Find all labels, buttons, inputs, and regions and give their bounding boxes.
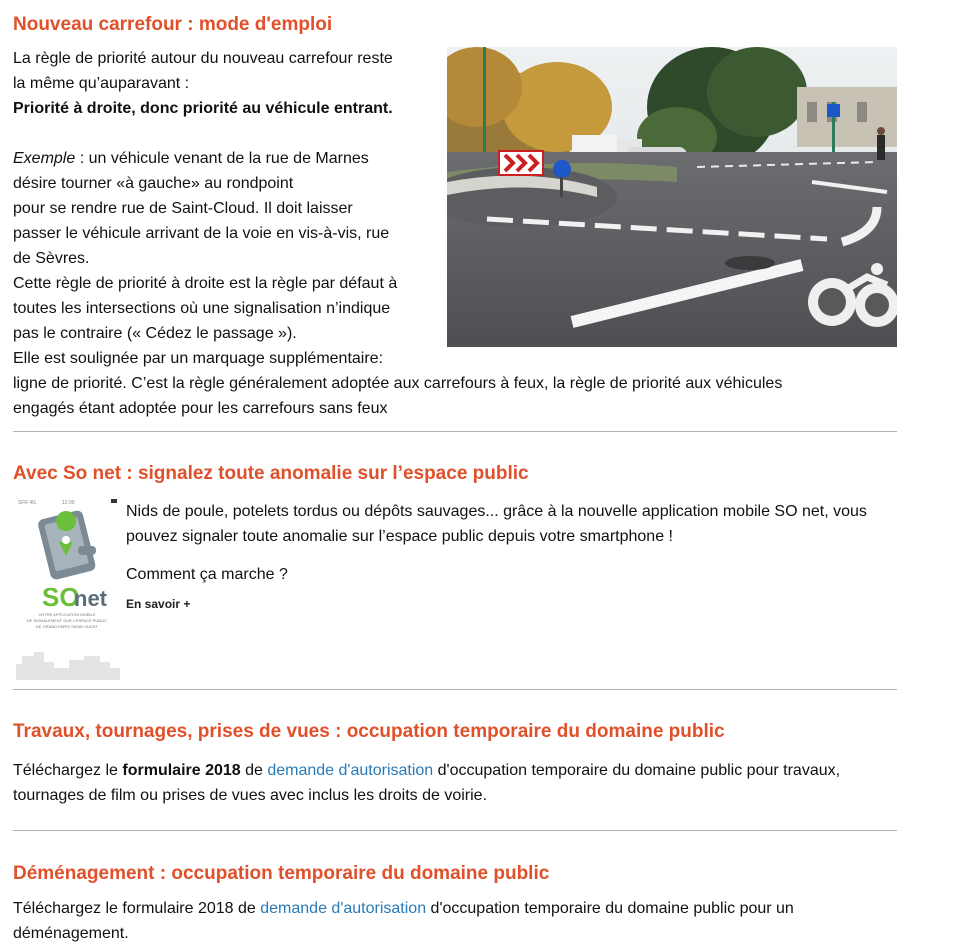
logo-so: SO — [42, 582, 80, 612]
example-text: : un véhicule venant de la rue de Marnes — [75, 150, 369, 167]
rule-line: pas le contraire (« Cédez le passage »). — [13, 325, 297, 342]
example-line: pour se rendre rue de Saint-Cloud. Il doit laisser — [13, 200, 353, 217]
sonet-app-image[interactable] — [14, 496, 120, 680]
paragraph-line: La règle de priorité autour du nouveau carrefour reste — [13, 50, 393, 67]
rule-line: engagés étant adoptée pour les carrefours sans feux — [13, 400, 388, 417]
example-label: Exemple — [13, 150, 76, 167]
example-line: passer le véhicule arrivant de la voie en vis-à-vis, rue — [13, 225, 390, 242]
rule-line: ligne de priorité. C’est la règle généralement adoptée aux carrefours à feux, la règle de priorité aux véhicules — [13, 375, 783, 392]
section-title-demenagement: Déménagement : occupation temporaire du domaine public — [13, 863, 550, 884]
example-line: désire tourner «à gauche» au rondpoint — [13, 175, 294, 192]
rule-line: Elle est soulignée par un marquage supplémentaire: — [13, 350, 384, 367]
text: d'occupation temporaire du domaine public pour travaux, tournages de film ou prises de vues avec inclus les droits de voirie. — [13, 762, 841, 804]
section-divider — [13, 689, 897, 690]
paragraph-line: la même qu’auparavant : — [13, 75, 190, 92]
logo-net: net — [74, 586, 107, 611]
section-body-demenagement — [13, 896, 897, 946]
section-body-travaux — [13, 758, 897, 808]
example-line: de Sèvres. — [13, 250, 90, 267]
section-divider — [13, 830, 897, 831]
formulaire-2018-bold: formulaire 2018 — [122, 762, 241, 779]
status-time: 12:00 — [62, 500, 75, 506]
so-net-description: Nids de poule, potelets tordus ou dépôts sauvages... grâce à la nouvelle application mobile SO net, vous pouvez signaler toute anomalie sur l’espace public depuis votre smartphone ! — [126, 503, 867, 545]
status-left: SFR 4G — [18, 500, 37, 506]
section-title-so-net: Avec So net : signalez toute anomalie sur l’espace public — [13, 463, 529, 484]
roundabout-photo-image — [447, 47, 897, 347]
text: Téléchargez le formulaire 2018 de — [13, 900, 261, 917]
section-title-nouveau-carrefour: Nouveau carrefour : mode d'emploi — [13, 14, 333, 35]
text: Téléchargez le — [13, 762, 123, 779]
demande-autorisation-link[interactable]: demande d'autorisation — [267, 762, 434, 779]
example-line — [13, 146, 447, 171]
text: de — [240, 762, 268, 779]
rule-line: toutes les intersections où une signalisation n’indique — [13, 300, 391, 317]
section-divider — [13, 431, 897, 432]
sonet-app-graphic — [14, 496, 120, 680]
logo-tagline-1: VOTRE APPLICATION MOBILE — [38, 612, 96, 617]
roundabout-photo — [447, 47, 897, 347]
section-title-travaux: Travaux, tournages, prises de vues : occupation temporaire du domaine public — [13, 721, 725, 742]
section-body-so-net — [126, 499, 896, 611]
priority-rule-bold: Priorité à droite, donc priorité au véhicule entrant. — [13, 100, 393, 117]
demande-autorisation-link[interactable]: demande d'autorisation — [260, 900, 427, 917]
rule-line: Cette règle de priorité à droite est la règle par défaut à — [13, 275, 398, 292]
en-savoir-plus-link[interactable]: En savoir + — [126, 597, 191, 611]
so-net-how-it-works: Comment ça marche ? — [126, 566, 288, 583]
text: d'occupation temporaire du domaine public pour un déménagement. — [13, 900, 794, 942]
logo-tagline-3: DE GRAND PARIS SEINE OUEST — [36, 624, 98, 629]
logo-tagline-2: DE SIGNALEMENT SUR L'ESPACE PUBLIC — [26, 618, 108, 623]
